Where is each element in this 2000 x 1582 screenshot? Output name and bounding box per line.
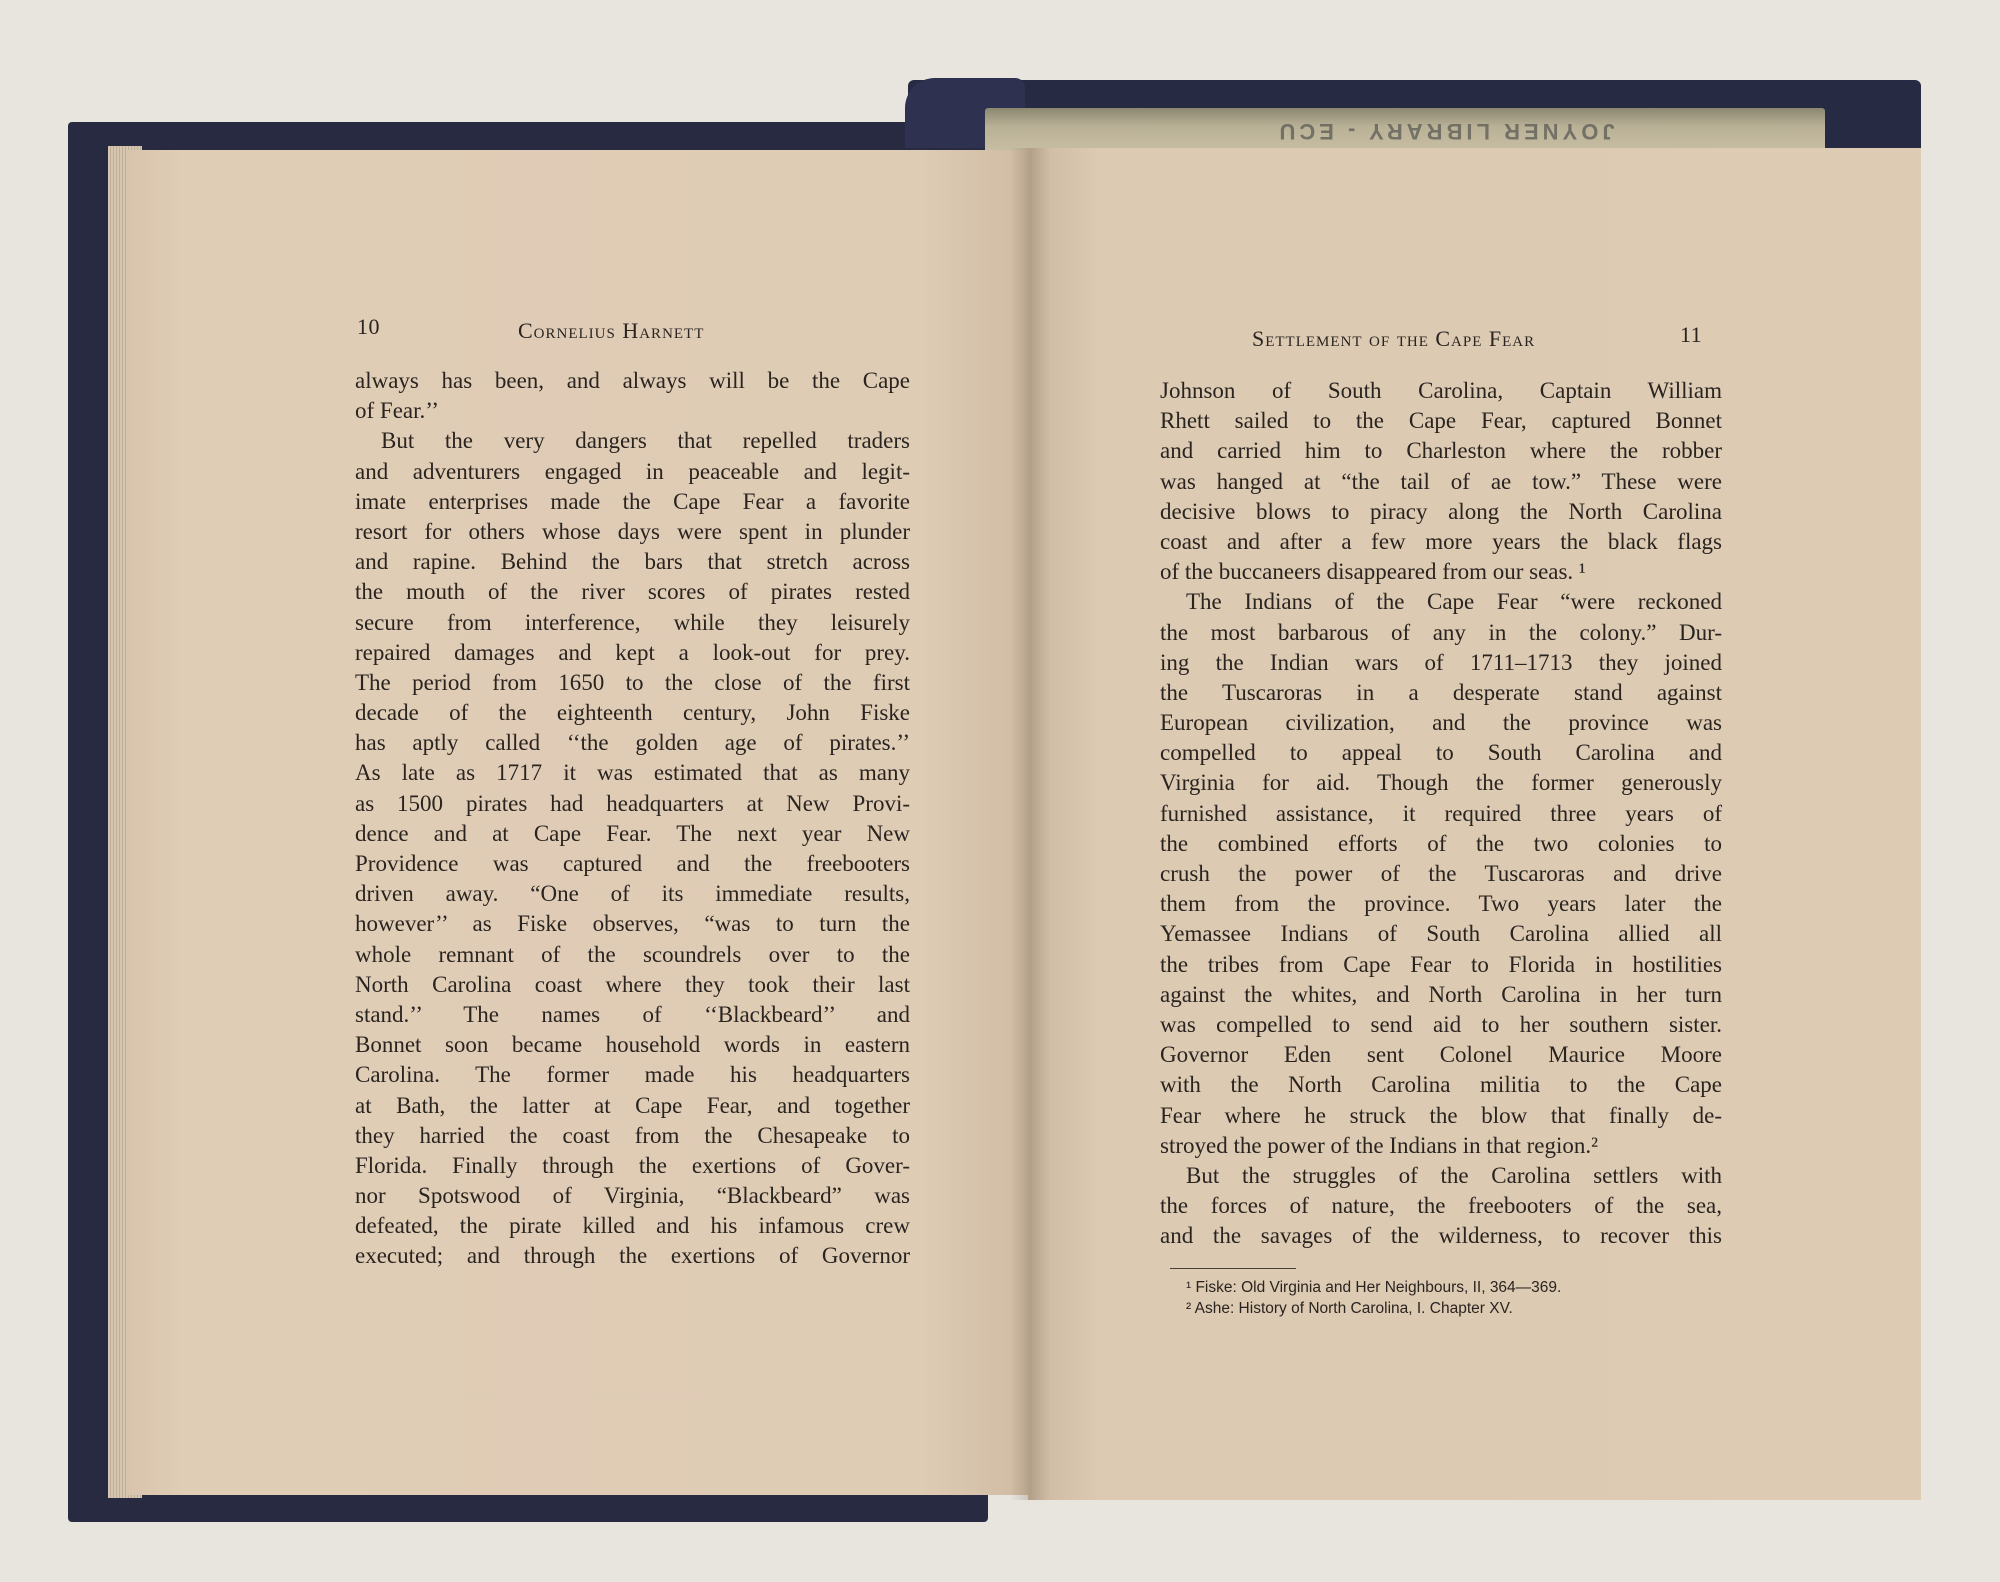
right-page-number: 11 <box>1680 322 1703 347</box>
text-line: The period from 1650 to the close of the first <box>355 669 910 695</box>
text-line: Rhett sailed to the Cape Fear, captured Bonnet <box>1160 408 1722 434</box>
text-line: at Bath, the latter at Cape Fear, and together <box>355 1092 910 1118</box>
text-line: the Tuscaroras in a desperate stand against <box>1160 679 1722 705</box>
text-line: with the North Carolina militia to the Cape <box>1160 1072 1722 1098</box>
text-line: the combined efforts of the two colonies to <box>1160 830 1722 856</box>
text-line: coast and after a few more years the black flags <box>1160 528 1722 554</box>
text-line: North Carolina coast where they took their last <box>355 971 910 997</box>
text-line: them from the province. Two years later the <box>1160 891 1722 917</box>
text-line: executed; and through the exertions of Governor <box>355 1243 910 1269</box>
text-line: and the savages of the wilderness, to recover this <box>1160 1223 1722 1249</box>
left-running-head: Cornelius Harnett <box>518 318 705 343</box>
text-line: decade of the eighteenth century, John Fiske <box>355 700 910 726</box>
text-line: ing the Indian wars of 1711–1713 they joined <box>1160 649 1722 675</box>
text-line: against the whites, and North Carolina in her turn <box>1160 981 1722 1007</box>
text-line: European civilization, and the province was <box>1160 710 1722 736</box>
text-line: decisive blows to piracy along the North Carolina <box>1160 498 1722 524</box>
text-line: stand.’’ The names of ‘‘Blackbeard’’ and <box>355 1001 910 1027</box>
left-page-body <box>355 366 910 1272</box>
text-line: As late as 1717 it was estimated that as many <box>355 760 910 786</box>
text-line: repaired damages and kept a look-out for prey. <box>355 639 910 665</box>
text-line: they harried the coast from the Chesapeake to <box>355 1122 910 1148</box>
text-line: and adventurers engaged in peaceable and legit- <box>355 458 910 484</box>
text-line: defeated, the pirate killed and his infamous crew <box>355 1213 910 1239</box>
text-line: crush the power of the Tuscaroras and drive <box>1160 861 1722 886</box>
text-line: Yemassee Indians of South Carolina allied all <box>1160 921 1722 947</box>
text-line: however’’ as Fiske observes, “was to turn the <box>355 911 910 937</box>
text-line: Virginia for aid. Though the former generously <box>1160 770 1722 796</box>
text-line: dence and at Cape Fear. The next year New <box>355 820 910 846</box>
text-line: The Indians of the Cape Fear “were reckoned <box>1186 589 1722 615</box>
text-line: of Fear.’’ <box>355 398 439 424</box>
text-line: the mouth of the river scores of pirates rested <box>355 579 910 605</box>
right-running-head: Settlement of the Cape Fear <box>1252 326 1536 351</box>
text-line: whole remnant of the scoundrels over to the <box>355 941 910 967</box>
text-line: Florida. Finally through the exertions of Gover- <box>355 1152 910 1178</box>
text-line: compelled to appeal to South Carolina and <box>1160 740 1722 766</box>
text-line: driven away. “One of its immediate results, <box>355 881 910 907</box>
text-line: imate enterprises made the Cape Fear a favorite <box>355 488 910 514</box>
text-line: But the very dangers that repelled traders <box>381 428 910 454</box>
text-line: the most barbarous of any in the colony.” Dur- <box>1160 619 1722 645</box>
text-line: Carolina. The former made his headquarters <box>355 1062 910 1088</box>
footnote-rule <box>1170 1268 1296 1269</box>
text-line: of the buccaneers disappeared from our seas. ¹ <box>1160 559 1586 585</box>
text-line: But the struggles of the Carolina settlers with <box>1186 1162 1722 1188</box>
text-line: always has been, and always will be the Cape <box>355 368 910 393</box>
text-line: as 1500 pirates had headquarters at New Provi- <box>355 790 910 816</box>
text-line: stroyed the power of the Indians in that region.² <box>1160 1132 1599 1158</box>
text-line: Governor Eden sent Colonel Maurice Moore <box>1160 1042 1722 1068</box>
footnote-2: ² Ashe: History of North Carolina, I. Chapter XV. <box>1186 1300 1513 1317</box>
text-line: Johnson of South Carolina, Captain William <box>1160 378 1722 403</box>
text-line: was hanged at “the tail of ae tow.” These were <box>1160 468 1722 494</box>
right-page-body <box>1160 376 1722 1251</box>
text-line: Fear where he struck the blow that finally de- <box>1160 1102 1722 1128</box>
footnote-1: ¹ Fiske: Old Virginia and Her Neighbours, II, 364—369. <box>1186 1279 1562 1296</box>
text-line: nor Spotswood of Virginia, “Blackbeard” was <box>355 1183 910 1209</box>
text-line: secure from interference, while they leisurely <box>355 609 910 635</box>
text-line: the tribes from Cape Fear to Florida in hostilities <box>1160 951 1722 977</box>
text-line: furnished assistance, it required three years of <box>1160 800 1722 826</box>
text-line: and rapine. Behind the bars that stretch across <box>355 549 910 575</box>
text-line: was compelled to send aid to her southern sister. <box>1160 1011 1722 1037</box>
text-line: has aptly called ‘‘the golden age of pirates.’’ <box>355 730 910 756</box>
left-page-number: 10 <box>357 314 380 339</box>
text-line: and carried him to Charleston where the robber <box>1160 438 1722 464</box>
library-stamp: JOYNER LIBRARY - ECU <box>1275 119 1615 144</box>
text-line: Bonnet soon became household words in eastern <box>355 1032 910 1058</box>
text-line: Providence was captured and the freebooters <box>355 851 910 876</box>
book-gutter <box>1010 148 1050 1500</box>
text-line: the forces of nature, the freebooters of the sea, <box>1160 1193 1722 1219</box>
text-line: resort for others whose days were spent in plunder <box>355 518 910 544</box>
